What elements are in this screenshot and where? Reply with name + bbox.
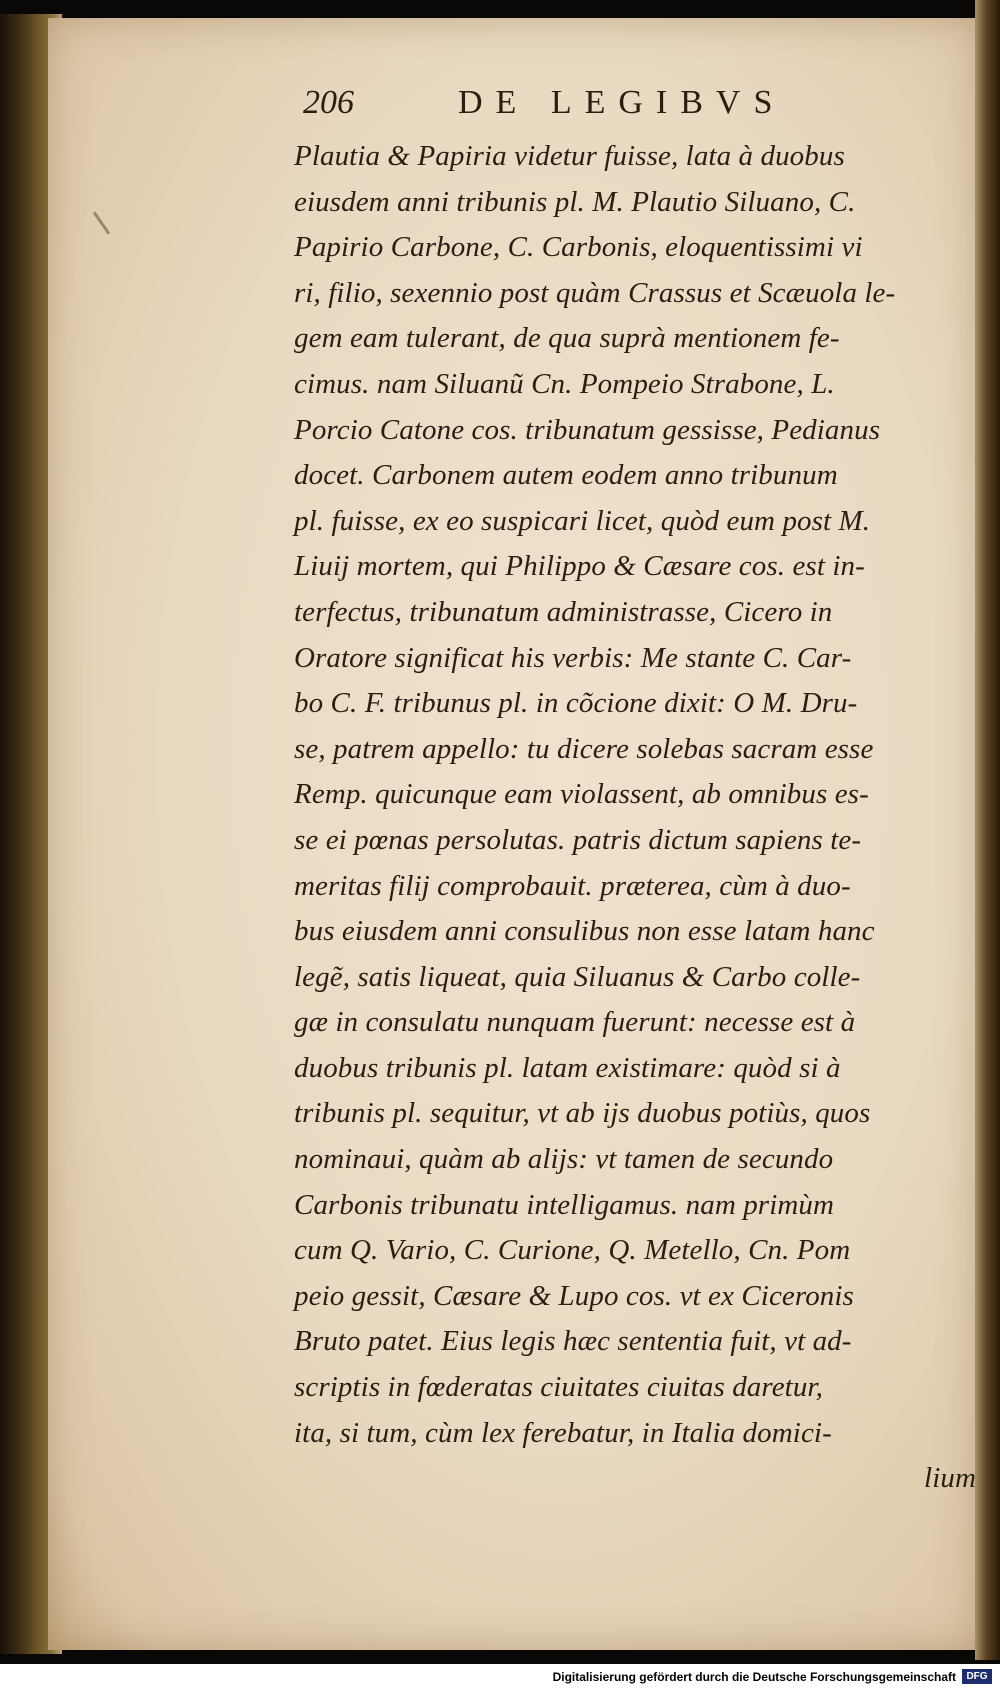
text-line: scriptis in fœderatas ciuitates ciuitas daretur, <box>294 1371 823 1404</box>
text-line: cimus. nam Siluanũ Cn. Pompeio Strabone, L. <box>294 367 835 400</box>
text-line: pl. fuisse, ex eo suspicari licet, quòd eum post M. <box>294 504 871 537</box>
text-line: Papirio Carbone, C. Carbonis, eloquentissimi vi <box>294 231 863 264</box>
text-line: legẽ, satis liqueat, quia Siluanus & Carbo colle- <box>294 960 861 993</box>
text-line: Liuij mortem, qui Philippo & Cæsare cos. est in- <box>294 550 865 583</box>
text-line: Oratore significat his verbis: Me stante C. Car- <box>294 641 852 674</box>
text-line: Plautia & Papiria videtur fuisse, lata à duobus <box>294 140 845 172</box>
text-line: eiusdem anni tribunis pl. M. Plautio Siluano, C. <box>294 185 856 218</box>
body-text <box>294 134 984 1502</box>
footer-credit: Digitalisierung gefördert durch die Deutsche Forschungsgemeinschaft <box>552 1670 956 1684</box>
text-line: Porcio Catone cos. tribunatum gessisse, Pedianus <box>294 413 881 446</box>
text-line: se ei pœnas persolutas. patris dictum sapiens te- <box>294 823 862 856</box>
text-line: gem eam tulerant, de qua suprà mentionem fe- <box>294 322 840 355</box>
text-line: ri, filio, sexennio post quàm Crassus et Scæuola le- <box>294 276 896 309</box>
page-number: 206 <box>303 84 354 121</box>
dfg-logo: DFG <box>962 1669 992 1684</box>
text-line: terfectus, tribunatum administrasse, Cicero in <box>294 595 833 628</box>
page-header <box>303 84 863 134</box>
text-line: bus eiusdem anni consulibus non esse latam hanc <box>294 915 875 948</box>
text-line: meritas filij comprobauit. præterea, cùm à duo- <box>294 869 851 902</box>
text-line: lium <box>924 1462 976 1495</box>
text-line: docet. Carbonem autem eodem anno tribunum <box>294 459 838 492</box>
text-line: peio gessit, Cæsare & Lupo cos. vt ex Ciceronis <box>294 1279 854 1312</box>
text-line: gæ in consulatu nunquam fuerunt: necesse est à <box>294 1006 856 1039</box>
text-line: Bruto patet. Eius legis hæc sententia fuit, vt ad- <box>294 1325 852 1358</box>
text-line: se, patrem appello: tu dicere solebas sacram esse <box>294 732 874 765</box>
text-line: duobus tribunis pl. latam existimare: quòd si à <box>294 1051 841 1084</box>
text-line: ita, si tum, cùm lex ferebatur, in Italia domici- <box>294 1416 832 1449</box>
text-line: Carbonis tribunatu intelligamus. nam primùm <box>294 1188 835 1221</box>
text-line: bo C. F. tribunus pl. in cõcione dixit: O M. Dru- <box>294 687 858 720</box>
text-line: Remp. quicunque eam violassent, ab omnibus es- <box>294 778 869 811</box>
text-line: tribunis pl. sequitur, vt ab ijs duobus potiùs, quos <box>294 1097 871 1130</box>
text-line: cum Q. Vario, C. Curione, Q. Metello, Cn. Pom <box>294 1234 851 1267</box>
running-head: DE LEGIBVS <box>458 84 786 121</box>
text-line: nominaui, quàm ab alijs: vt tamen de secundo <box>294 1143 834 1176</box>
digitization-footer <box>0 1664 1000 1691</box>
